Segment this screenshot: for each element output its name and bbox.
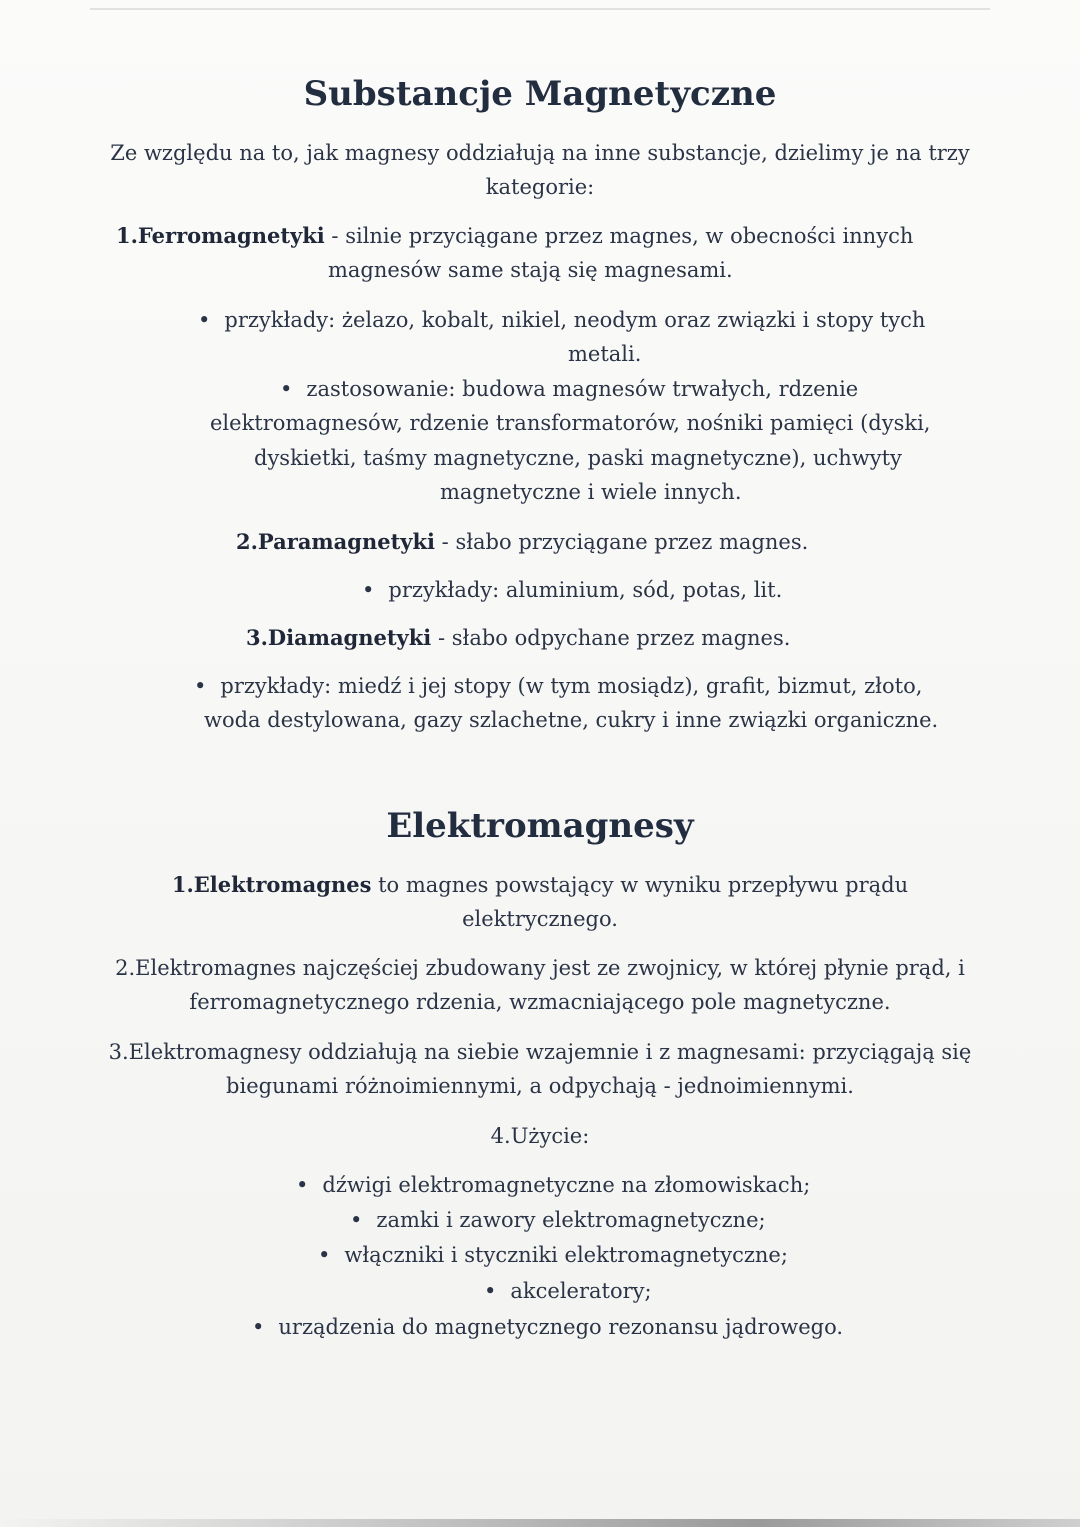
ferromagnetics-examples-1: • przykłady: żelazo, kobalt, nikiel, neodym oraz związki i stopy tych [198, 303, 925, 337]
electromagnet-p1-line-2: elektrycznego. [462, 907, 618, 931]
electromagnet-p2-line-1: 2.Elektromagnes najczęściej zbudowany jest ze zwojnicy, w której płynie prąd, i [115, 956, 965, 980]
paramagnetics-label: 2.Paramagnetyki [236, 529, 435, 554]
electromagnet-p2-line-2: ferromagnetycznego rdzenia, wzmacniającego pole magnetyczne. [189, 990, 891, 1014]
ferromagnetics-examples-2: metali. [568, 342, 642, 366]
diamagnetics-text: - słabo odpychane przez magnes. [431, 626, 791, 650]
paramagnetics-text: - słabo przyciągane przez magnes. [435, 530, 809, 554]
ferromagnetics-text-2: magnesów same stają się magnesami. [328, 258, 733, 282]
ferromagnetics-uses-2: elektromagnesów, rdzenie transformatorów, nośniki pamięci (dyski, [210, 411, 931, 435]
ferromagnetics-label: 1.Ferromagnetyki [116, 223, 325, 248]
ferromagnetics-heading [116, 219, 913, 253]
intro-line-1: Ze względu na to, jak magnesy oddziałują na inne substancje, dzielimy je na trzy [110, 141, 970, 165]
section-title-magnetic-substances: Substancje Magnetyczne [303, 74, 777, 114]
electromagnet-p1-text: to magnes powstający w wyniku przepływu prądu [371, 873, 909, 897]
top-edge-line [90, 8, 990, 10]
electromagnet-use-item: • włączniki i styczniki elektromagnetyczne; [318, 1238, 788, 1272]
ferromagnetics-uses-3: dyskietki, taśmy magnetyczne, paski magnetyczne), uchwyty [254, 446, 902, 470]
ferromagnetics-uses-4: magnetyczne i wiele innych. [440, 480, 742, 504]
diamagnetics-label: 3.Diamagnetyki [246, 625, 432, 650]
intro-line-2: kategorie: [485, 175, 595, 199]
diamagnetics-heading [246, 621, 790, 655]
electromagnet-uses-heading: 4.Użycie: [490, 1124, 590, 1148]
electromagnet-p3-line-2: biegunami różnoimiennymi, a odpychają - jednoimiennymi. [226, 1074, 854, 1098]
electromagnet-p1-label: 1.Elektromagnes [171, 872, 372, 897]
electromagnet-p1-line-1 [0, 868, 1080, 902]
paramagnetics-examples: • przykłady: aluminium, sód, potas, lit. [362, 573, 782, 607]
diamagnetics-examples-2: woda destylowana, gazy szlachetne, cukry i inne związki organiczne. [204, 708, 939, 732]
electromagnet-use-item: • dźwigi elektromagnetyczne na złomowiskach; [296, 1168, 810, 1202]
diamagnetics-examples-1: • przykłady: miedź i jej stopy (w tym mosiądz), grafit, bizmut, złoto, [194, 669, 922, 703]
bottom-edge-shadow [0, 1519, 1080, 1527]
electromagnet-use-item: • zamki i zawory elektromagnetyczne; [350, 1203, 766, 1237]
paramagnetics-heading [236, 525, 808, 559]
electromagnet-p3-line-1: 3.Elektromagnesy oddziałują na siebie wzajemnie i z magnesami: przyciągają się [108, 1040, 972, 1064]
ferromagnetics-uses-1: • zastosowanie: budowa magnesów trwałych, rdzenie [280, 372, 858, 406]
ferromagnetics-text-1: - silnie przyciągane przez magnes, w obecności innych [324, 224, 914, 248]
electromagnet-use-item: • akceleratory; [484, 1274, 652, 1308]
section-title-electromagnets: Elektromagnesy [386, 806, 694, 846]
electromagnet-use-item: • urządzenia do magnetycznego rezonansu jądrowego. [252, 1310, 843, 1344]
